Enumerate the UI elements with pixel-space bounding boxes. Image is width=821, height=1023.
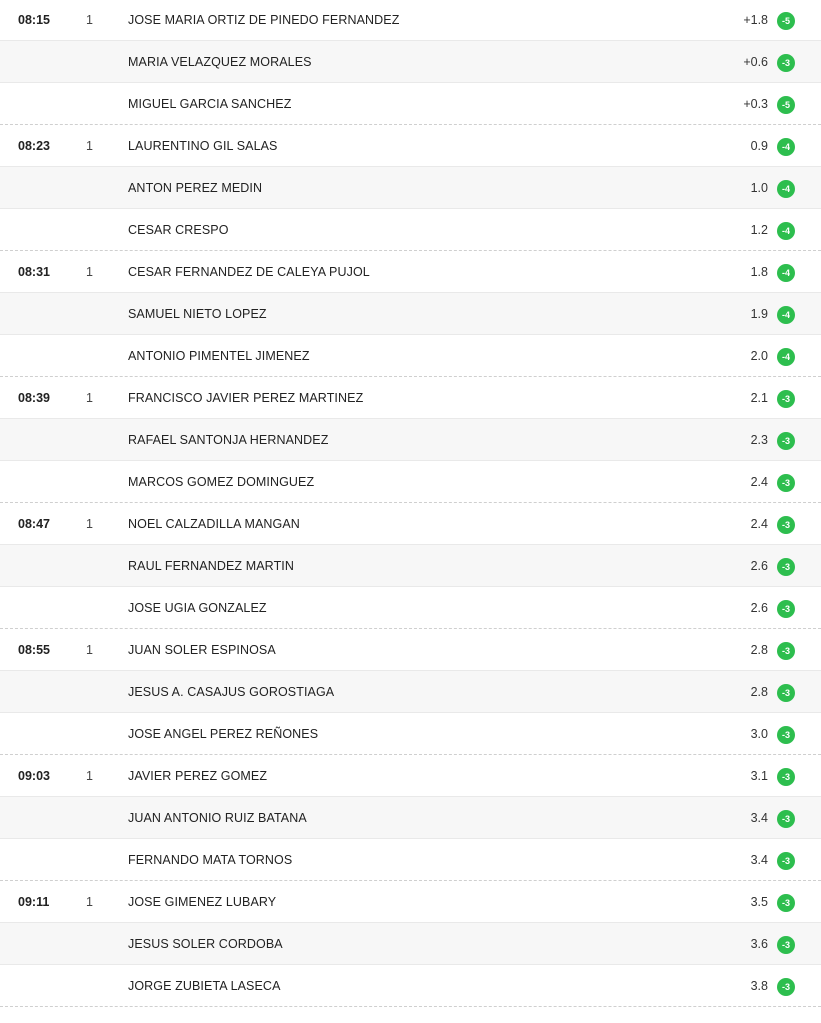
player-name: ANTON PEREZ MEDIN [128,180,263,195]
player-handicap: 2.0 [750,348,768,363]
table-row[interactable] [0,629,821,671]
strokes-badge: -3 [777,54,795,72]
player-name: CESAR CRESPO [128,222,229,237]
tee-time: 08:23 [18,138,50,153]
strokes-badge: -5 [777,12,795,30]
player-name: FERNANDO MATA TORNOS [128,852,293,867]
table-row[interactable] [0,545,821,587]
player-handicap: 3.6 [750,936,768,951]
strokes-badge: -3 [777,978,795,996]
player-name: JUAN ANTONIO RUIZ BATANA [128,810,307,825]
tee-time: 08:47 [18,516,50,531]
strokes-badge: -3 [777,432,795,450]
player-name: MARIA VELAZQUEZ MORALES [128,54,312,69]
player-handicap: 2.4 [750,516,768,531]
table-row[interactable] [0,587,821,629]
strokes-badge: -3 [777,894,795,912]
player-name: RAFAEL SANTONJA HERNANDEZ [128,432,329,447]
strokes-badge: -4 [777,222,795,240]
strokes-badge: -4 [777,306,795,324]
strokes-badge: -3 [777,558,795,576]
player-name: MARCOS GOMEZ DOMINGUEZ [128,474,315,489]
player-handicap: 1.0 [750,180,768,195]
strokes-badge: -3 [777,768,795,786]
player-name: JESUS A. CASAJUS GOROSTIAGA [128,684,335,699]
table-row[interactable] [0,41,821,83]
player-name: JORGE ZUBIETA LASECA [128,978,281,993]
player-handicap: 3.0 [750,726,768,741]
tee-number: 1 [86,264,93,279]
player-handicap: 2.8 [750,684,768,699]
table-row[interactable] [0,125,821,167]
tee-number: 1 [86,12,93,27]
player-name: FRANCISCO JAVIER PEREZ MARTINEZ [128,390,364,405]
strokes-badge: -3 [777,600,795,618]
table-row[interactable] [0,839,821,881]
table-row[interactable] [0,0,821,41]
player-handicap: 0.9 [750,138,768,153]
table-row[interactable] [0,797,821,839]
tee-time: 08:39 [18,390,50,405]
player-name: CESAR FERNANDEZ DE CALEYA PUJOL [128,264,370,279]
player-name: JAVIER PEREZ GOMEZ [128,768,268,783]
player-handicap: 2.6 [750,600,768,615]
player-handicap: +0.3 [743,96,768,111]
player-name: LAURENTINO GIL SALAS [128,138,278,153]
tee-time: 08:15 [18,12,50,27]
table-row[interactable] [0,881,821,923]
player-name: SAMUEL NIETO LOPEZ [128,306,267,321]
strokes-badge: -3 [777,810,795,828]
player-handicap: 3.4 [750,852,768,867]
tee-time: 08:31 [18,264,50,279]
player-name: NOEL CALZADILLA MANGAN [128,516,300,531]
player-name: JOSE ANGEL PEREZ REÑONES [128,726,319,741]
tee-time: 08:55 [18,642,50,657]
strokes-badge: -3 [777,726,795,744]
table-row[interactable] [0,251,821,293]
strokes-badge: -3 [777,936,795,954]
player-handicap: 2.1 [750,390,768,405]
table-row[interactable] [0,335,821,377]
table-row[interactable] [0,209,821,251]
player-handicap: 1.8 [750,264,768,279]
player-handicap: +1.8 [743,12,768,27]
strokes-badge: -3 [777,516,795,534]
strokes-badge: -3 [777,390,795,408]
strokes-badge: -3 [777,684,795,702]
player-handicap: +0.6 [743,54,768,69]
player-handicap: 2.8 [750,642,768,657]
tee-time: 09:03 [18,768,50,783]
tee-number: 1 [86,768,93,783]
player-handicap: 3.8 [750,978,768,993]
table-row[interactable] [0,167,821,209]
player-name: JUAN SOLER ESPINOSA [128,642,276,657]
player-handicap: 2.6 [750,558,768,573]
tee-time: 09:11 [18,894,50,909]
table-row[interactable] [0,713,821,755]
table-row[interactable] [0,461,821,503]
tee-number: 1 [86,516,93,531]
table-row[interactable] [0,671,821,713]
table-row[interactable] [0,923,821,965]
player-name: JESUS SOLER CORDOBA [128,936,283,951]
player-name: JOSE GIMENEZ LUBARY [128,894,277,909]
table-row[interactable] [0,419,821,461]
table-row[interactable] [0,293,821,335]
strokes-badge: -4 [777,138,795,156]
player-handicap: 1.9 [750,306,768,321]
tee-number: 1 [86,390,93,405]
player-name: JOSE UGIA GONZALEZ [128,600,267,615]
strokes-badge: -5 [777,96,795,114]
player-handicap: 2.3 [750,432,768,447]
table-row[interactable] [0,503,821,545]
strokes-badge: -4 [777,348,795,366]
player-name: ANTONIO PIMENTEL JIMENEZ [128,348,310,363]
player-name: RAUL FERNANDEZ MARTIN [128,558,295,573]
tee-number: 1 [86,894,93,909]
player-handicap: 1.2 [750,222,768,237]
tee-number: 1 [86,138,93,153]
strokes-badge: -3 [777,474,795,492]
strokes-badge: -3 [777,852,795,870]
tee-number: 1 [86,642,93,657]
table-row[interactable] [0,377,821,419]
player-name: MIGUEL GARCIA SANCHEZ [128,96,292,111]
player-handicap: 3.1 [750,768,768,783]
player-handicap: 3.4 [750,810,768,825]
table-row[interactable] [0,83,821,125]
player-handicap: 3.5 [750,894,768,909]
table-row[interactable] [0,965,821,1007]
player-handicap: 2.4 [750,474,768,489]
strokes-badge: -4 [777,180,795,198]
table-row[interactable] [0,755,821,797]
strokes-badge: -4 [777,264,795,282]
strokes-badge: -3 [777,642,795,660]
player-name: JOSE MARIA ORTIZ DE PINEDO FERNANDEZ [128,12,400,27]
